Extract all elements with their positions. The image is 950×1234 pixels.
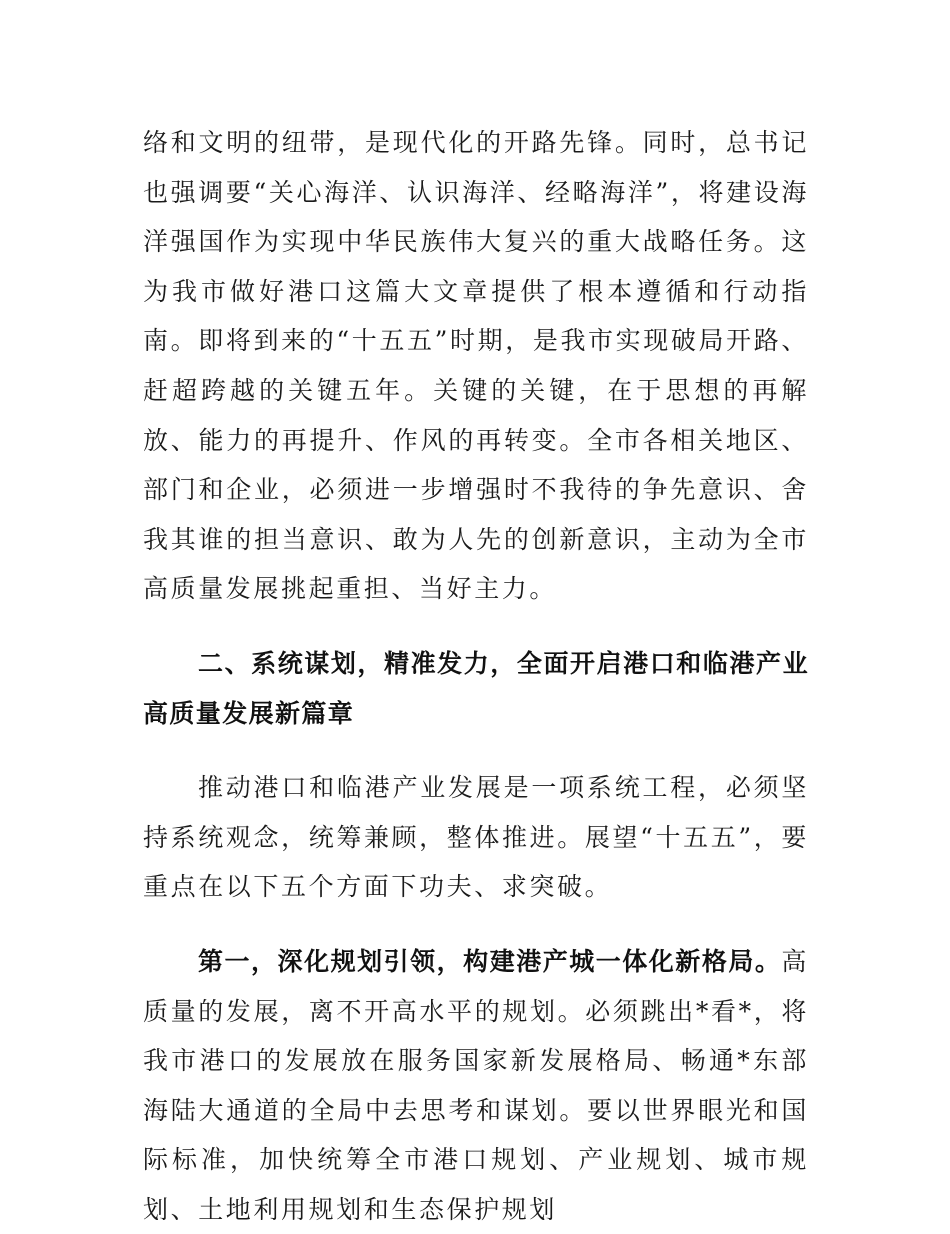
paragraph-continuation: 络和文明的纽带，是现代化的开路先锋。同时，总书记也强调要“关心海洋、认识海洋、经略海洋”，将建设海洋强国作为实现中华民族伟大复兴的重大战略任务。这为我市做好港口这篇大文章提供了根本遵循和行动指南。即将到来的“十五五”时期，是我市实现破局开路、赶超跨越的关键五年。关键的关键，在于思想的再解放、能力的再提升、作风的再转变。全市各相关地区、部门和企业，必须进一步增强时不我待的争先意识、舍我其谁的担当意识、敢为人先的创新意识，主动为全市高质量发展挑起重担、当好主力。 [143,128,809,604]
paragraph-spacer [143,614,809,639]
paragraph-point-one [143,937,809,1234]
paragraph-spacer [143,738,809,763]
paragraph-spacer [143,912,809,937]
section-heading: 二、系统谋划，精准发力，全面开启港口和临港产业高质量发展新篇章 [143,648,809,728]
point-one-body: 高质量的发展，离不开高水平的规划。必须跳出*看*，将我市港口的发展放在服务国家新发展格局、畅通*东部海陆大通道的全局中去思考和谋划。要以世界眼光和国际标准，加快统筹全市港口规划、产业规划、城市规划、土地利用规划和生态保护规划 [143,946,809,1224]
paragraph-intro: 推动港口和临港产业发展是一项系统工程，必须坚持系统观念，统筹兼顾，整体推进。展望“十五五”，要重点在以下五个方面下功夫、求突破。 [143,773,809,902]
point-one-lead: 第一，深化规划引领，构建港产城一体化新格局。 [198,946,782,976]
document-page [143,118,809,1234]
